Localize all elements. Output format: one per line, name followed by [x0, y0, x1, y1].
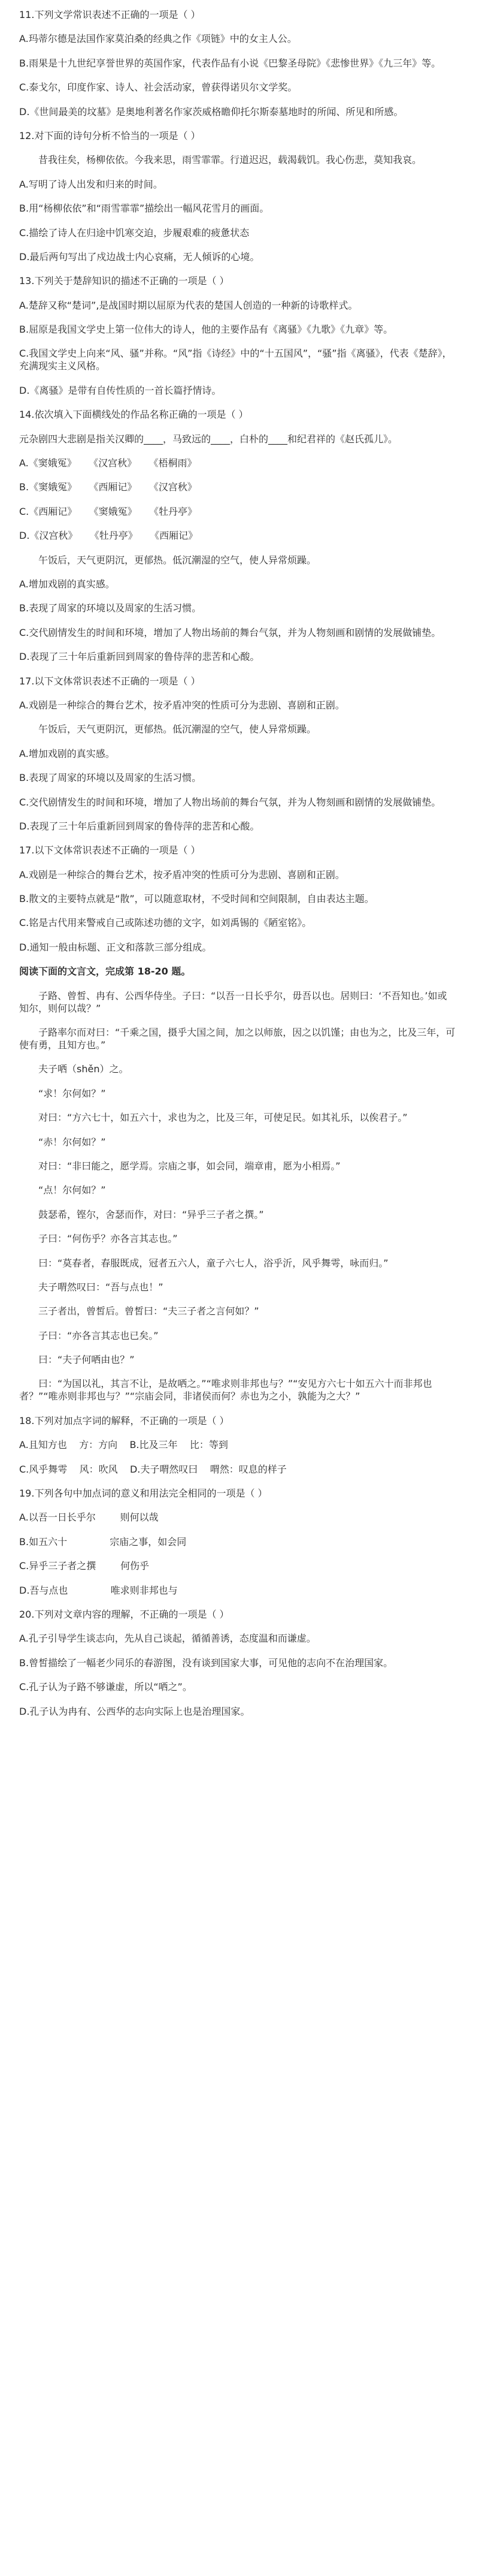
q14-option-b: B.《窦娥冤》 《西厢记》 《汉宫秋》 — [19, 481, 197, 493]
q17-option-a: A.戏剧是一种综合的舞台艺术，按矛盾冲突的性质可分为悲剧、喜剧和正剧。 — [19, 699, 345, 711]
q12-poem: 昔我往矣，杨柳依依。今我来思，雨雪霏霏。行道迟迟，载渴载饥。我心伤悲，莫知我哀。 — [38, 154, 422, 166]
q20-option-c: C.孔子认为子路不够谦虚，所以“哂之”。 — [19, 1681, 192, 1693]
q14-option-a: A.《窦娥冤》 《汉宫秋》 《梧桐雨》 — [19, 457, 197, 469]
passage-para-11: 曰：“莫春者，春服既成，冠者五六人，童子六七人，浴乎沂，风乎舞雩，咏而归。” — [38, 1257, 389, 1269]
q12-option-c: C.描绘了诗人在归途中饥寒交迫，步履艰难的疲惫状态 — [19, 227, 250, 239]
q11-option-c: C.泰戈尔，印度作家、诗人、社会活动家，曾获得诺贝尔文学奖。 — [19, 82, 298, 93]
q16-option-d-repeat: D.表现了三十年后重新回到周家的鲁侍萍的悲苦和心酸。 — [19, 820, 260, 832]
q16-option-d: D.表现了三十年后重新回到周家的鲁侍萍的悲苦和心酸。 — [19, 651, 260, 663]
q14-option-d: D.《汉宫秋》 《牡丹亭》 《西厢记》 — [19, 530, 198, 542]
q14-option-c: C.《西厢记》 《窦娥冤》 《牡丹亭》 — [19, 505, 197, 517]
passage-para-5: 对曰：“方六七十，如五六十，求也为之，比及三年，可使足民。如其礼乐，以俟君子。” — [38, 1112, 408, 1124]
q13-option-b: B.屈原是我国文学史上第一位伟大的诗人，他的主要作品有《离骚》《九歌》《九章》等。 — [19, 324, 393, 336]
q16-option-a: A.增加戏剧的真实感。 — [19, 578, 115, 590]
q16-option-a-repeat: A.增加戏剧的真实感。 — [19, 747, 115, 759]
q17-option-c: C.铭是古代用来警戒自己或陈述功德的文字，如刘禹锡的《陋室铭》。 — [19, 917, 312, 929]
q20-stem: 20.下列对文章内容的理解，不正确的一项是（ ） — [19, 1609, 229, 1620]
passage-para-15: 曰：“夫子何哂由也？” — [38, 1354, 135, 1366]
q13-option-a: A.楚辞又称“楚词”,是战国时期以屈原为代表的楚国人创造的一种新的诗歌样式。 — [19, 299, 358, 311]
q11-option-a: A.玛蒂尔德是法国作家莫泊桑的经典之作《项链》中的女主人公。 — [19, 33, 297, 45]
passage-para-12: 夫子喟然叹曰：“吾与点也！” — [38, 1281, 163, 1293]
passage-para-1: 子路、曾皙、冉有、公西华侍坐。子曰：“以吾一日长乎尔，毋吾以也。居则曰：‘不吾知也。’如或知尔，则何以哉？” — [19, 990, 447, 1014]
passage-para-16: 曰：“为国以礼，其言不让，是故哂之。”“唯求则非邦也与？”“安见方六七十如五六十而非邦也者？”“唯赤则非邦也与？”“宗庙会同，非诸侯而何？赤也为之小，孰能为之大？” — [19, 1378, 432, 1402]
q14-stem: 14.依次填入下面横线处的作品名称正确的一项是（ ） — [19, 409, 248, 421]
q12-stem: 12.对下面的诗句分析不恰当的一项是（ ） — [19, 129, 201, 141]
q14-passage: 元杂剧四大悲剧是指关汉卿的____，马致远的____，白朴的____和纪君祥的《赵氏孤儿》。 — [19, 433, 398, 445]
passage-para-7: 对曰：“非曰能之，愿学焉。宗庙之事，如会同，端章甫，愿为小相焉。” — [38, 1160, 341, 1172]
reading-section-heading: 阅读下面的文言文，完成第 18-20 题。 — [19, 966, 191, 978]
q19-stem: 19.下列各句中加点词的意义和用法完全相同的一项是（ ） — [19, 1488, 268, 1500]
q19-option-c: C.异乎三子者之撰 何伤乎 — [19, 1560, 149, 1572]
q17-stem-repeat: 17.以下文体常识表述不正确的一项是（ ） — [19, 844, 201, 856]
q16-option-c-repeat: C.交代剧情发生的时间和环境，增加了人物出场前的舞台气氛，并为人物刻画和剧情的发展做铺垫。 — [19, 796, 441, 808]
q16-passage: 午饭后，天气更阴沉，更郁热。低沉潮湿的空气，使人异常烦躁。 — [38, 554, 317, 566]
q17-option-a-repeat: A.戏剧是一种综合的舞台艺术，按矛盾冲突的性质可分为悲剧、喜剧和正剧。 — [19, 868, 345, 880]
q11-stem: 11.下列文学常识表述不正确的一项是（ ） — [19, 9, 201, 20]
passage-para-2: 子路率尔而对曰：“千乘之国，摄乎大国之间，加之以师旅，因之以饥馑；由也为之，比及三年，可使有勇，且知方也。” — [19, 1027, 456, 1051]
q18-options-cd: C.风乎舞雩 风：吹风 D.夫子喟然叹曰 喟然：叹息的样子 — [19, 1463, 287, 1475]
q19-option-a: A.以吾一日长乎尔 则何以哉 — [19, 1512, 159, 1524]
q12-option-b: B.用“杨柳依依”和“雨雪霏霏”描绘出一幅风花雪月的画面。 — [19, 203, 269, 215]
q19-option-b: B.如五六十 宗庙之事，如会同 — [19, 1536, 187, 1548]
passage-para-4: “求！尔何如？” — [38, 1087, 106, 1099]
q19-option-d: D.吾与点也 唯求则非邦也与 — [19, 1584, 178, 1596]
q16-option-b: B.表现了周家的环境以及周家的生活习惯。 — [19, 602, 202, 614]
q12-option-d: D.最后两句写出了戍边战士内心哀痛，无人倾诉的心境。 — [19, 251, 260, 263]
q20-option-d: D.孔子认为冉有、公西华的志向实际上也是治理国家。 — [19, 1705, 250, 1717]
q17-stem: 17.以下文体常识表述不正确的一项是（ ） — [19, 675, 201, 687]
q16-option-b-repeat: B.表现了周家的环境以及周家的生活习惯。 — [19, 772, 202, 784]
passage-para-10: 子曰：“何伤乎？亦各言其志也。” — [38, 1233, 178, 1245]
q16-option-c: C.交代剧情发生的时间和环境，增加了人物出场前的舞台气氛，并为人物刻画和剧情的发展做铺垫。 — [19, 626, 441, 638]
q13-stem: 13.下列关于楚辞知识的描述不正确的一项是（ ） — [19, 275, 229, 287]
passage-para-3: 夫子哂（shěn）之。 — [38, 1063, 129, 1075]
q20-option-a: A.孔子引导学生谈志向，先从自己谈起，循循善诱，态度温和而谦虚。 — [19, 1633, 316, 1645]
passage-para-13: 三子者出，曾皙后。曾皙曰：“夫三子者之言何如？” — [38, 1305, 259, 1317]
q13-option-c: C.我国文学史上向来“风、骚”并称。“风”指《诗经》中的“十五国风”，“骚”指《离骚》，代表《楚辞》，充满现实主义风格。 — [19, 348, 452, 372]
q17-option-d: D.通知一般由标题、正文和落款三部分组成。 — [19, 941, 212, 953]
q18-options-ab: A.且知方也 方：方向 B.比及三年 比：等到 — [19, 1439, 228, 1451]
q18-stem: 18.下列对加点字词的解释，不正确的一项是（ ） — [19, 1414, 229, 1426]
passage-para-6: “赤！尔何如？” — [38, 1136, 106, 1148]
passage-para-8: “点！尔何如？” — [38, 1184, 106, 1196]
passage-para-9: 鼓瑟希，铿尔，舍瑟而作，对曰：“异乎三子者之撰。” — [38, 1208, 264, 1220]
q16-passage-repeat: 午饭后，天气更阴沉，更郁热。低沉潮湿的空气，使人异常烦躁。 — [38, 723, 317, 735]
q11-option-d: D.《世间最美的坟墓》是奥地利著名作家茨威格瞻仰托尔斯泰墓地时的所闻、所见和所感。 — [19, 105, 404, 117]
q20-option-b: B.曾皙描绘了一幅老少同乐的春游图，没有谈到国家大事，可见他的志向不在治理国家。 — [19, 1657, 393, 1669]
passage-para-14: 子曰：“亦各言其志也已矣。” — [38, 1329, 159, 1341]
q11-option-b: B.雨果是十九世纪享誉世界的英国作家，代表作品有小说《巴黎圣母院》《悲惨世界》《九三年》等。 — [19, 57, 441, 69]
q13-option-d: D.《离骚》是带有自传性质的一首长篇抒情诗。 — [19, 384, 222, 396]
q12-option-a: A.写明了诗人出发和归来的时间。 — [19, 178, 163, 190]
q17-option-b: B.散文的主要特点就是“散”，可以随意取材，不受时间和空间限制，自由表达主题。 — [19, 893, 374, 905]
